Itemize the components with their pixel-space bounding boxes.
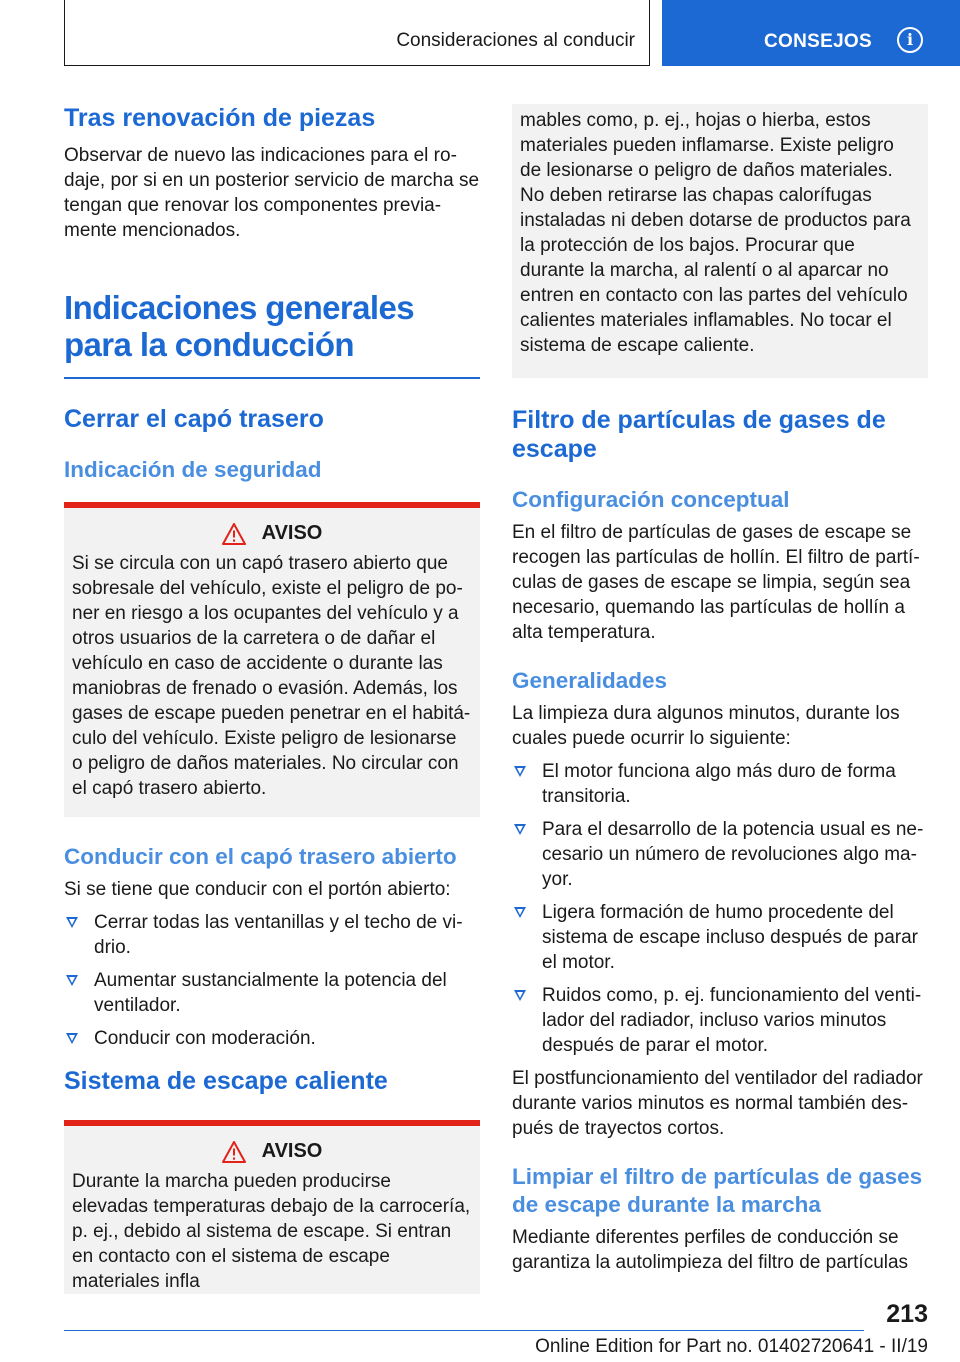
warning-continuation-text: mables como, p. ej., hojas o hierba, estos materiales pueden inflamarse. Existe peligro de lesionarse o peligro de daños materiales. No deben retirarse las chapas calorífugas instaladas ni deben dotarse de productos para la protección de los bajos. Procurar que durante la marcha, al ralentí o al aparcar no entren en contacto con las partes del vehículo calientes materiales inflamables. No tocar el sistema de escape caliente. <box>520 110 911 356</box>
list-item: El motor funciona algo más duro de forma transitoria. <box>512 759 928 809</box>
heading-renovacion: Tras renovación de piezas <box>64 104 376 132</box>
heading-configuracion: Configuración conceptual <box>512 487 790 512</box>
warning-header <box>72 522 472 545</box>
para-generalidades: La limpieza dura algunos minutos, durante los cuales puede ocurrir lo siguiente: <box>512 703 900 749</box>
warning-label: AVISO <box>261 1140 323 1162</box>
list-item: Ligera formación de humo procedente del sistema de escape incluso después de parar el motor. <box>512 900 928 975</box>
warning-text: Durante la marcha pueden producirse elevadas temperaturas debajo de la carrocería, p. ej., debido al sistema de escape. Si entran en contacto con el sistema de escape materiales infla <box>72 1171 471 1292</box>
header-section-box <box>64 0 650 66</box>
list-item: Conducir con moderación. <box>64 1026 480 1051</box>
heading-generalidades: Generalidades <box>512 668 668 693</box>
warning-triangle-icon <box>222 523 246 545</box>
section-title: Consideraciones al conducir <box>396 30 635 51</box>
edition-note: Online Edition for Part no. 01402720641 - II/19 <box>535 1336 928 1357</box>
heading-indicacion-seguridad: Indicación de seguridad <box>64 457 322 482</box>
heading-escape-caliente: Sistema de escape caliente <box>64 1067 388 1095</box>
warning-label: AVISO <box>261 522 323 544</box>
warning-continuation-box <box>512 104 928 378</box>
heading-limpiar-filtro: Limpiar el filtro de partículas de gases de escape durante la marcha <box>512 1164 923 1217</box>
heading-cerrar-capo: Cerrar el capó trasero <box>64 405 324 433</box>
page-number: 213 <box>886 1300 928 1328</box>
right-column <box>512 104 928 1275</box>
chapter-tab-label: CONSEJOS <box>764 31 872 52</box>
list-generalidades <box>512 759 928 1058</box>
info-icon: i <box>897 27 923 53</box>
list-item: Aumentar sustancialmente la potencia del ventilador. <box>64 968 480 1018</box>
list-item: Ruidos como, p. ej. funcionamiento del ventilador del radiador, incluso varios minutos después de parar el motor. <box>512 983 928 1058</box>
heading-conducir-abierto: Conducir con el capó trasero abierto <box>64 844 457 869</box>
warning-header <box>72 1140 472 1163</box>
heading-filtro-particulas: Filtro de partículas de gases de escape <box>512 406 886 463</box>
para-limpiar: Mediante diferentes perfiles de conducción se garantiza la autolimpieza del filtro de partículas <box>512 1227 909 1273</box>
list-conducir <box>64 910 480 1051</box>
heading-indicaciones-generales: Indicaciones generales para la conducción <box>64 289 414 363</box>
warning-triangle-icon <box>222 1141 246 1163</box>
warning-text: Si se circula con un capó trasero abierto que sobresale del vehículo, existe el peligro de poner en riesgo a los ocupantes del vehículo y a otros usuarios de la carretera o de dañar el vehículo en caso de accidente o durante las maniobras de frenado o evasión. Además, los gases de escape pueden penetrar en el habitáculo del vehículo. Existe peligro de lesionarse o peligro de daños materiales. No circular con el capó trasero abierto. <box>72 553 471 799</box>
list-item: Cerrar todas las ventanillas y el techo de vidrio. <box>64 910 480 960</box>
para-renovacion: Observar de nuevo las indicaciones para el rodaje, por si en un posterior servicio de marcha se tengan que renovar los componentes previamente mencionados. <box>64 145 480 241</box>
para-conducir: Si se tiene que conducir con el portón abierto: <box>64 879 451 900</box>
warning-box-capo <box>64 502 480 817</box>
footer-rule <box>64 1330 864 1331</box>
warning-box-escape <box>64 1120 480 1294</box>
heading-rule <box>64 377 480 379</box>
left-column <box>64 100 480 1294</box>
list-item: Para el desarrollo de la potencia usual es necesario un número de revoluciones algo mayor. <box>512 817 928 892</box>
chapter-tab[interactable] <box>662 0 960 66</box>
para-postfuncionamiento: El postfuncionamiento del ventilador del radiador durante varios minutos es normal también después de trayectos cortos. <box>512 1068 923 1139</box>
para-configuracion: En el filtro de partículas de gases de escape se recogen las partículas de hollín. El filtro de partículas de gases de escape se limpia, según sea necesario, quemando las partículas de hollín a alta temperatura. <box>512 522 920 643</box>
